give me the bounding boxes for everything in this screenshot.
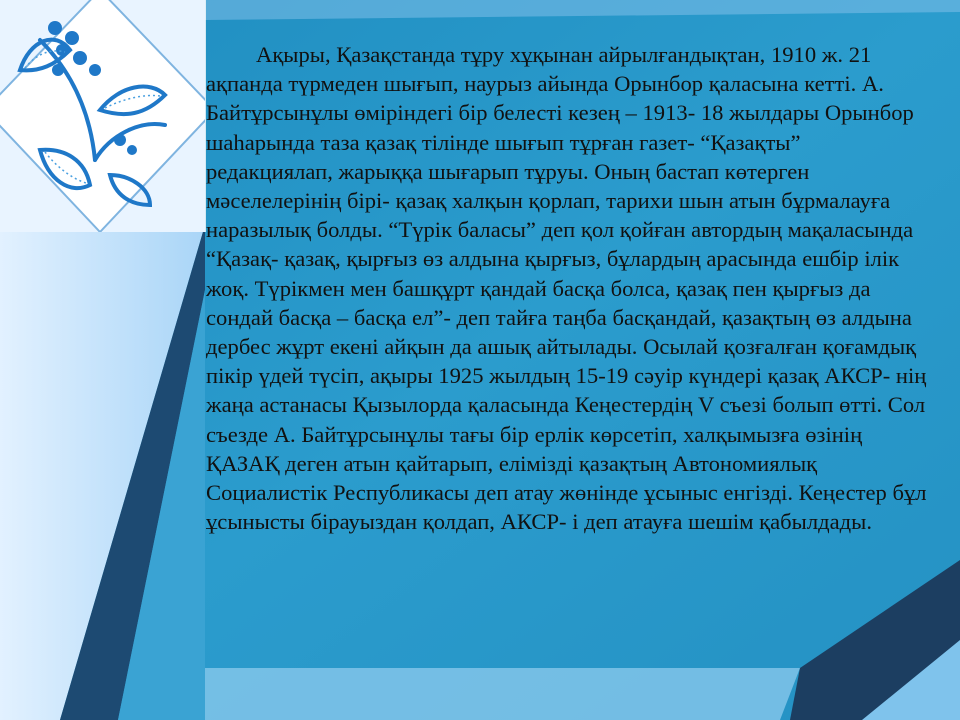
ornament-berry <box>52 64 64 76</box>
ornament-berry <box>114 134 126 146</box>
ornament-berry <box>73 51 87 65</box>
floral-motif-icon <box>0 0 205 232</box>
ornament-berry <box>65 31 79 45</box>
ornament-berry <box>48 21 62 35</box>
ornament-berry <box>56 44 68 56</box>
bottom-light-band <box>205 668 800 720</box>
ornament-berry <box>89 64 101 76</box>
ornament-berry <box>127 145 137 155</box>
body-paragraph: Ақыры, Қазақстанда тұру хұқынан айрылғандықтан, 1910 ж. 21 ақпанда түрмеден шығып, наурыз айында Орынбор қаласына кетті. А. Байтұрсынұлы өміріндегі бір белесті кезең – 1913- 18 жылдары Орынбор шаһарында таза қазақ тілінде шығып тұрған газет- “Қазақты” редакциялап, жарыққа шығарып тұруы. Оның бастап көтерген мәселелерінің бірі- қазақ халқын қорлап, тарихи шын атын бұрмалауға наразылық болды. “Түрік баласы” деп қол қойған автордың мақаласында “Қазақ- қазақ, қырғыз өз алдына қырғыз, бұлардың арасында ешбір ілік жоқ. Түрікмен мен башқұрт қандай басқа болса, қазақ пен қырғыз да сондай басқа – басқа ел”- деп тайға таңба басқандай, қазақтың өз алдына дербес жұрт екені айқын да ашық айтылады. Осылай қозғалған қоғамдық пікір үдей түсіп, ақыры 1925 жылдың 15-19 сәуір күндері қазақ АКСР- нің жаңа астанасы Қызылорда қаласында Кеңестердің V съезі болып өтті. Сол съезде А. Байтұрсынұлы тағы бір ерлік көрсетіп, халқымызға өзінің ҚАЗАҚ деген атын қайтарып, елімізді қазақтың Автономиялық Социалистік Республикасы деп атау жөнінде ұсыныс енгізді. Кеңестер бұл ұсынысты бірауыздан қолдап, АКСР- і деп атауға шешім қабылдады. <box>206 42 927 535</box>
